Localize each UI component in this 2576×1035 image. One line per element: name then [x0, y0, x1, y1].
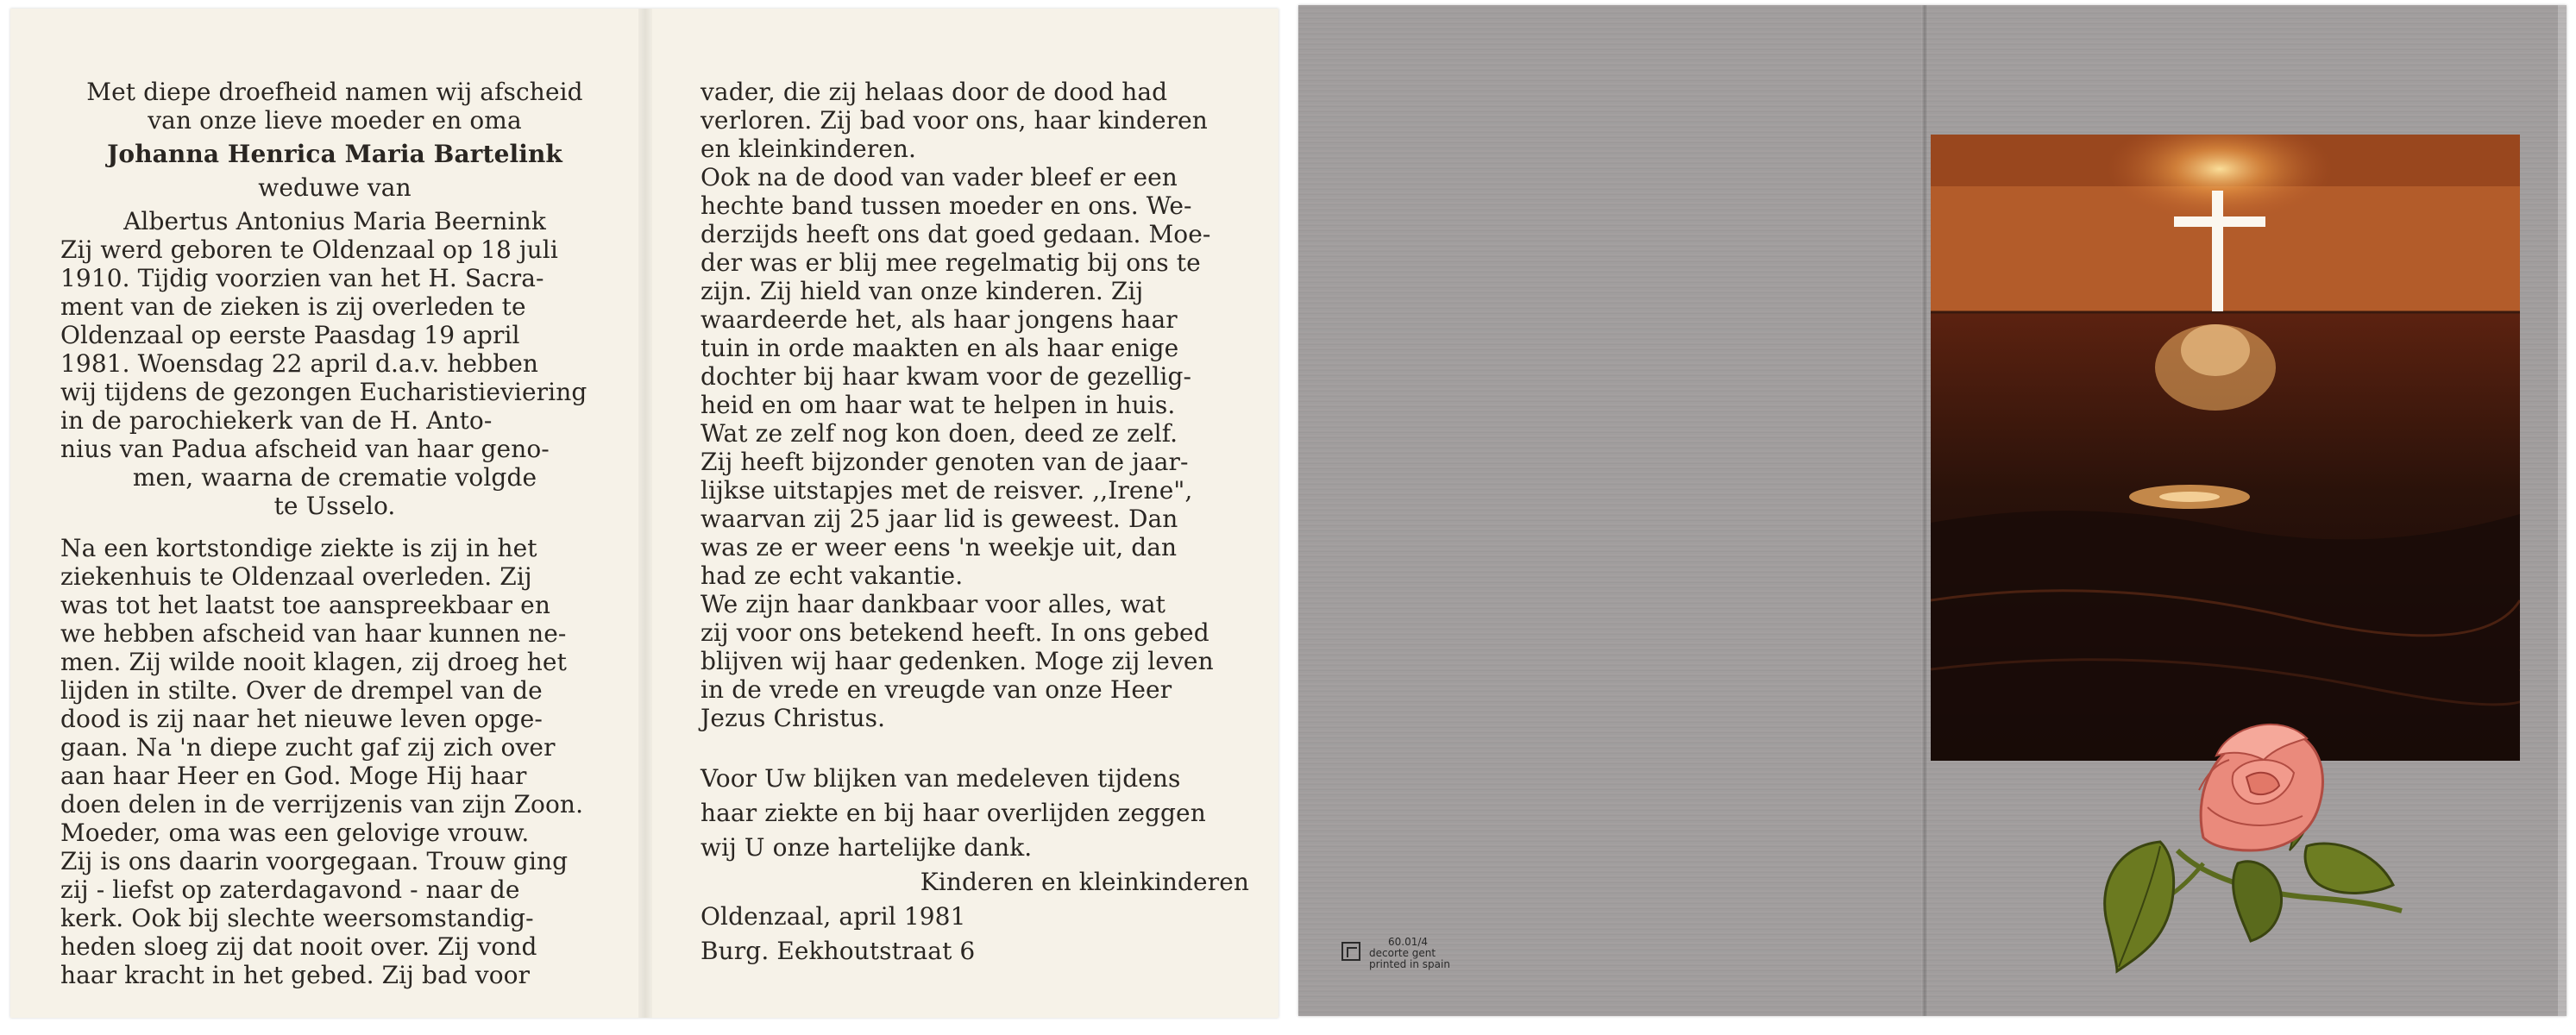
text-line: waardeerde het, als haar jongens haar: [701, 305, 1178, 334]
printed-in: printed in spain: [1369, 958, 1450, 970]
inner-card: [10, 9, 1279, 1018]
text-line: men. Zij wilde nooit klagen, zij droeg het: [60, 648, 567, 676]
text-line: doen delen in de verrijzenis van zijn Zoon.: [60, 790, 584, 819]
text-line: verloren. Zij bad voor ons, haar kinderen: [701, 106, 1208, 135]
text-line: Zij is ons daarin voorgegaan. Trouw ging: [60, 847, 569, 875]
gratitude-paragraph: [701, 590, 1249, 732]
sunset-scene-graphic: [1931, 135, 2520, 761]
text-line: te Usselo.: [273, 492, 396, 520]
intro-line: Met diepe droefheid namen wij afscheid: [86, 78, 583, 106]
text-line: en kleinkinderen.: [701, 135, 917, 163]
publisher-logo-icon: [1341, 942, 1360, 961]
text-line: Oldenzaal op eerste Paasdag 19 april: [60, 321, 520, 349]
prayer-paragraph: [701, 78, 1249, 163]
address: Burg. Eekhoutstraat 6: [701, 937, 976, 965]
text-line: vader, die zij helaas door de dood had: [701, 78, 1168, 106]
text-line: kerk. Ook bij slechte weersomstandig-: [60, 904, 534, 932]
text-line: zij - liefst op zaterdagavond - naar de: [60, 875, 520, 904]
deceased-name: Johanna Henrica Maria Bartelink: [107, 140, 562, 168]
intro-line: van onze lieve moeder en oma: [148, 106, 522, 135]
text-line: aan haar Heer en God. Moge Hij haar: [60, 762, 527, 790]
inner-fold-line: [638, 9, 652, 1018]
thanks-paragraph: [701, 762, 1249, 865]
text-line: haar kracht in het gebed. Zij bad voor: [60, 961, 531, 989]
text-line: ment van de zieken is zij overleden te: [60, 292, 526, 321]
text-line: derzijds heeft ons dat goed gedaan. Moe-: [701, 220, 1211, 248]
cover-fold-line: [1921, 5, 1928, 1016]
left-page: [60, 78, 609, 989]
text-line: 1910. Tijdig voorzien van het H. Sacra-: [60, 264, 544, 292]
text-line: zij voor ons betekend heeft. In ons gebed: [701, 618, 1209, 647]
text-line: Na een kortstondige ziekte is zij in het: [60, 534, 537, 562]
birth-death-paragraph: [60, 235, 609, 463]
text-line: hechte band tussen moeder en ons. We-: [701, 191, 1192, 220]
text-line: ziekenhuis te Oldenzaal overleden. Zij: [60, 562, 532, 591]
illness-paragraph: [60, 534, 609, 989]
text-line: waarvan zij 25 jaar lid is geweest. Dan: [701, 505, 1178, 533]
text-line: was tot het laatst toe aanspreekbaar en: [60, 591, 550, 619]
signature: Kinderen en kleinkinderen: [920, 868, 1249, 896]
text-line: in de parochiekerk van de H. Anto-: [60, 406, 493, 435]
text-line: wij U onze hartelijke dank.: [701, 833, 1033, 862]
text-line: heden sloeg zij dat nooit over. Zij vond: [60, 932, 537, 961]
text-line: in de vrede en vreugde van onze Heer: [701, 675, 1172, 704]
text-line: Wat ze zelf nog kon doen, deed ze zelf.: [701, 419, 1178, 448]
text-line: gaan. Na 'n diepe zucht gaf zij zich over: [60, 733, 556, 762]
place-date: Oldenzaal, april 1981: [701, 902, 966, 931]
text-line: dood is zij naar het nieuwe leven opge-: [60, 705, 543, 733]
text-line: Ook na de dood van vader bleef er een: [701, 163, 1178, 191]
text-line: dochter bij haar kwam voor de gezellig-: [701, 362, 1192, 391]
text-line: Zij heeft bijzonder genoten van de jaar-: [701, 448, 1189, 476]
text-line: was ze er weer eens 'n weekje uit, dan: [701, 533, 1178, 561]
text-line: lijden in stilte. Over de drempel van de: [60, 676, 543, 705]
text-line: tuin in orde maakten en als haar enige: [701, 334, 1179, 362]
husband-name: Albertus Antonius Maria Beernink: [123, 207, 546, 235]
sunset-sea-photo: [1931, 135, 2520, 761]
text-line: wij tijdens de gezongen Eucharistieviering: [60, 378, 587, 406]
text-line: Voor Uw blijken van medeleven tijdens: [701, 764, 1181, 793]
product-code: 60.01/4: [1388, 936, 1429, 948]
text-line: Moeder, oma was een gelovige vrouw.: [60, 819, 530, 847]
text-line: We zijn haar dankbaar voor alles, wat: [701, 590, 1165, 618]
outer-card-cover: [1298, 5, 2567, 1016]
rose-icon: [2057, 678, 2419, 988]
text-line: der was er blij mee regelmatig bij ons te: [701, 248, 1201, 277]
text-line: 1981. Woensdag 22 april d.a.v. hebben: [60, 349, 539, 378]
text-line: Zij werd geboren te Oldenzaal op 18 juli: [60, 235, 558, 264]
right-page: [701, 78, 1249, 969]
publisher-name: decorte gent: [1369, 947, 1436, 959]
text-line: lijkse uitstapjes met de reisver. ,,Irene",: [701, 476, 1193, 505]
text-line: we hebben afscheid van haar kunnen ne-: [60, 619, 567, 648]
text-line: blijven wij haar gedenken. Moge zij leven: [701, 647, 1214, 675]
text-line: men, waarna de crematie volgde: [132, 463, 537, 492]
text-line: heid en om haar wat te helpen in huis.: [701, 391, 1176, 419]
text-line: had ze echt vakantie.: [701, 561, 964, 590]
family-paragraph: [701, 163, 1249, 590]
text-line: zijn. Zij hield van onze kinderen. Zij: [701, 277, 1144, 305]
widow-label: weduwe van: [258, 173, 412, 202]
text-line: Jezus Christus.: [701, 704, 886, 732]
text-line: nius van Padua afscheid van haar geno-: [60, 435, 550, 463]
text-line: haar ziekte en bij haar overlijden zeggen: [701, 799, 1206, 827]
